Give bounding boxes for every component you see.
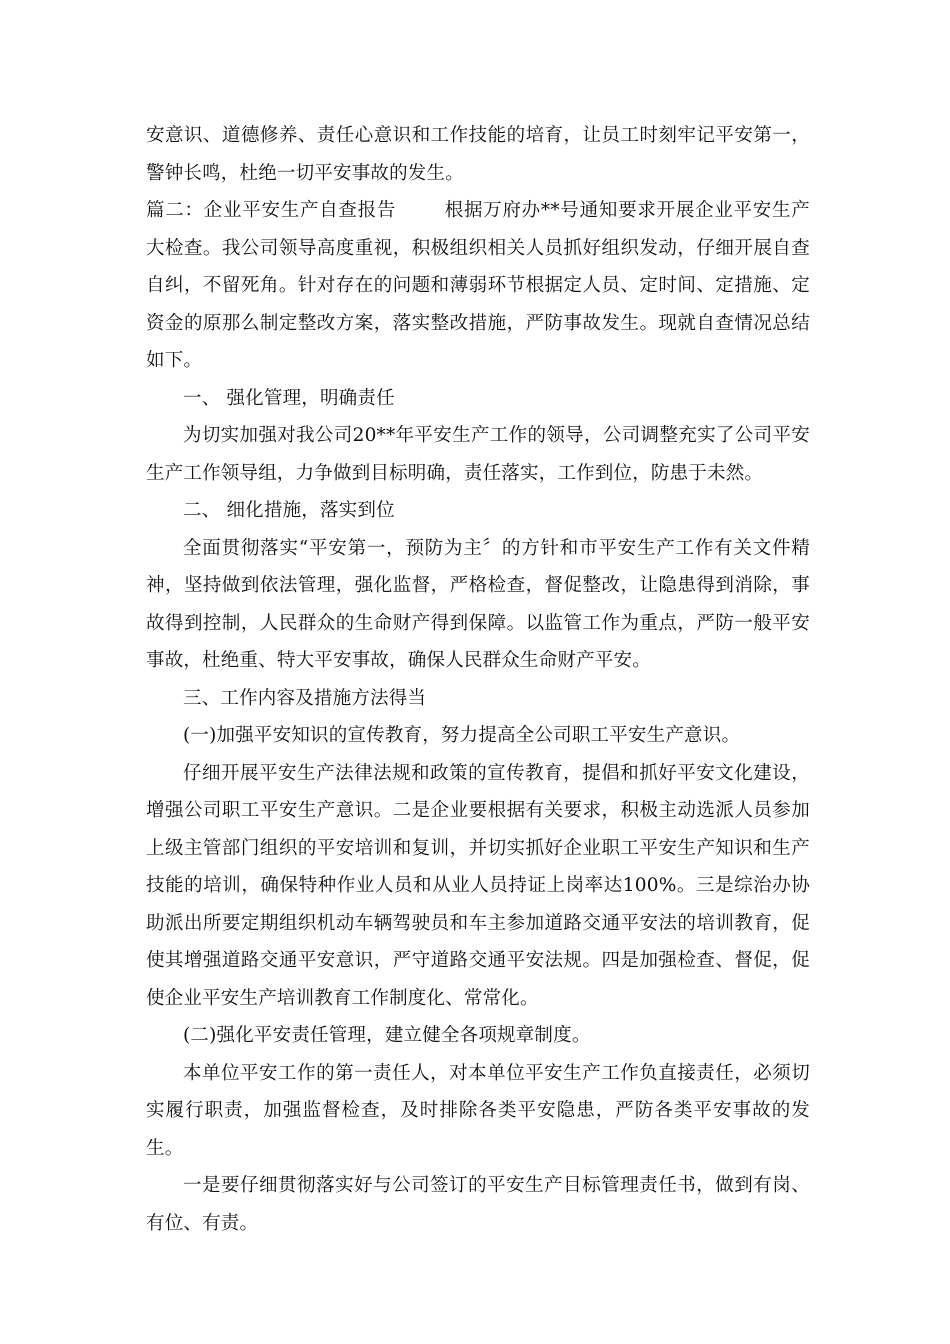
section-lead-text: 根据万府办**号通知要求开展企业平安生产大检查。我公司领导高度重视，积极组织相关人员抓好组织发动，仔细开展自查自纠，不留死角。针对存在的问题和薄弱环节根据定人员、定时间、定措施、定资金的原那么制定整改方案，落实整改措施，严防事故发生。现就自查情况总结如下。 xyxy=(146,200,810,371)
paragraph-leadership: 为切实加强对我公司20**年平安生产工作的领导，公司调整充实了公司平安生产工作领导组，力争做到目标明确，责任落实，工作到位，防患于未然。 xyxy=(146,425,810,484)
heading-one: 一、 强化管理，明确责任 xyxy=(183,387,395,409)
document-body xyxy=(146,117,810,1242)
section-title: 篇二：企业平安生产自查报告 xyxy=(146,200,397,221)
paragraph-responsibility: 本单位平安工作的第一责任人，对本单位平安生产工作负直接责任，必须切实履行职责，加强监督检查，及时排除各类平安隐患，严防各类平安事故的发生。 xyxy=(146,1062,810,1159)
paragraph-section-two-lead xyxy=(146,192,810,380)
heading-three: 三、工作内容及措施方法得当 xyxy=(183,687,427,709)
paragraph-education: 仔细开展平安生产法律法规和政策的宣传教育，提倡和抓好平安文化建设，增强公司职工平安生产意识。二是企业要根据有关要求，积极主动选派人员参加上级主管部门组织的平安培训和复训，并切实抓好企业职工平安生产知识和生产技能的培训，确保特种作业人员和从业人员持证上岗率达100%。三是综治办协助派出所要定期组织机动车辆驾驶员和车主参加道路交通平安法的培训教育，促使其增强道路交通平安意识，严守道路交通平安法规。四是加强检查、督促，促使企业平安生产培训教育工作制度化、常常化。 xyxy=(146,762,810,1009)
paragraph-implementation: 一是要仔细贯彻落实好与公司签订的平安生产目标管理责任书，做到有岗、有位、有责。 xyxy=(146,1175,810,1234)
heading-two: 二、 细化措施，落实到位 xyxy=(183,500,395,521)
subheading-two: (二)强化平安责任管理，建立健全各项规章制度。 xyxy=(183,1025,591,1046)
paragraph-continuation: 安意识、道德修养、责任心意识和工作技能的培育，让员工时刻牢记平安第一，警钟长鸣，杜绝一切平安事故的发生。 xyxy=(146,125,810,184)
paragraph-policy: 全面贯彻落实“平安第一，预防为主〞的方针和市平安生产工作有关文件精神，坚持做到依法管理，强化监督，严格检查，督促整改，让隐患得到消除，事故得到控制，人民群众的生命财产得到保障。以监管工作为重点，严防一般平安事故，杜绝重、特大平安事故，确保人民群众生命财产平安。 xyxy=(146,537,810,671)
subheading-one: (一)加强平安知识的宣传教育，努力提高全公司职工平安生产意识。 xyxy=(183,725,741,746)
